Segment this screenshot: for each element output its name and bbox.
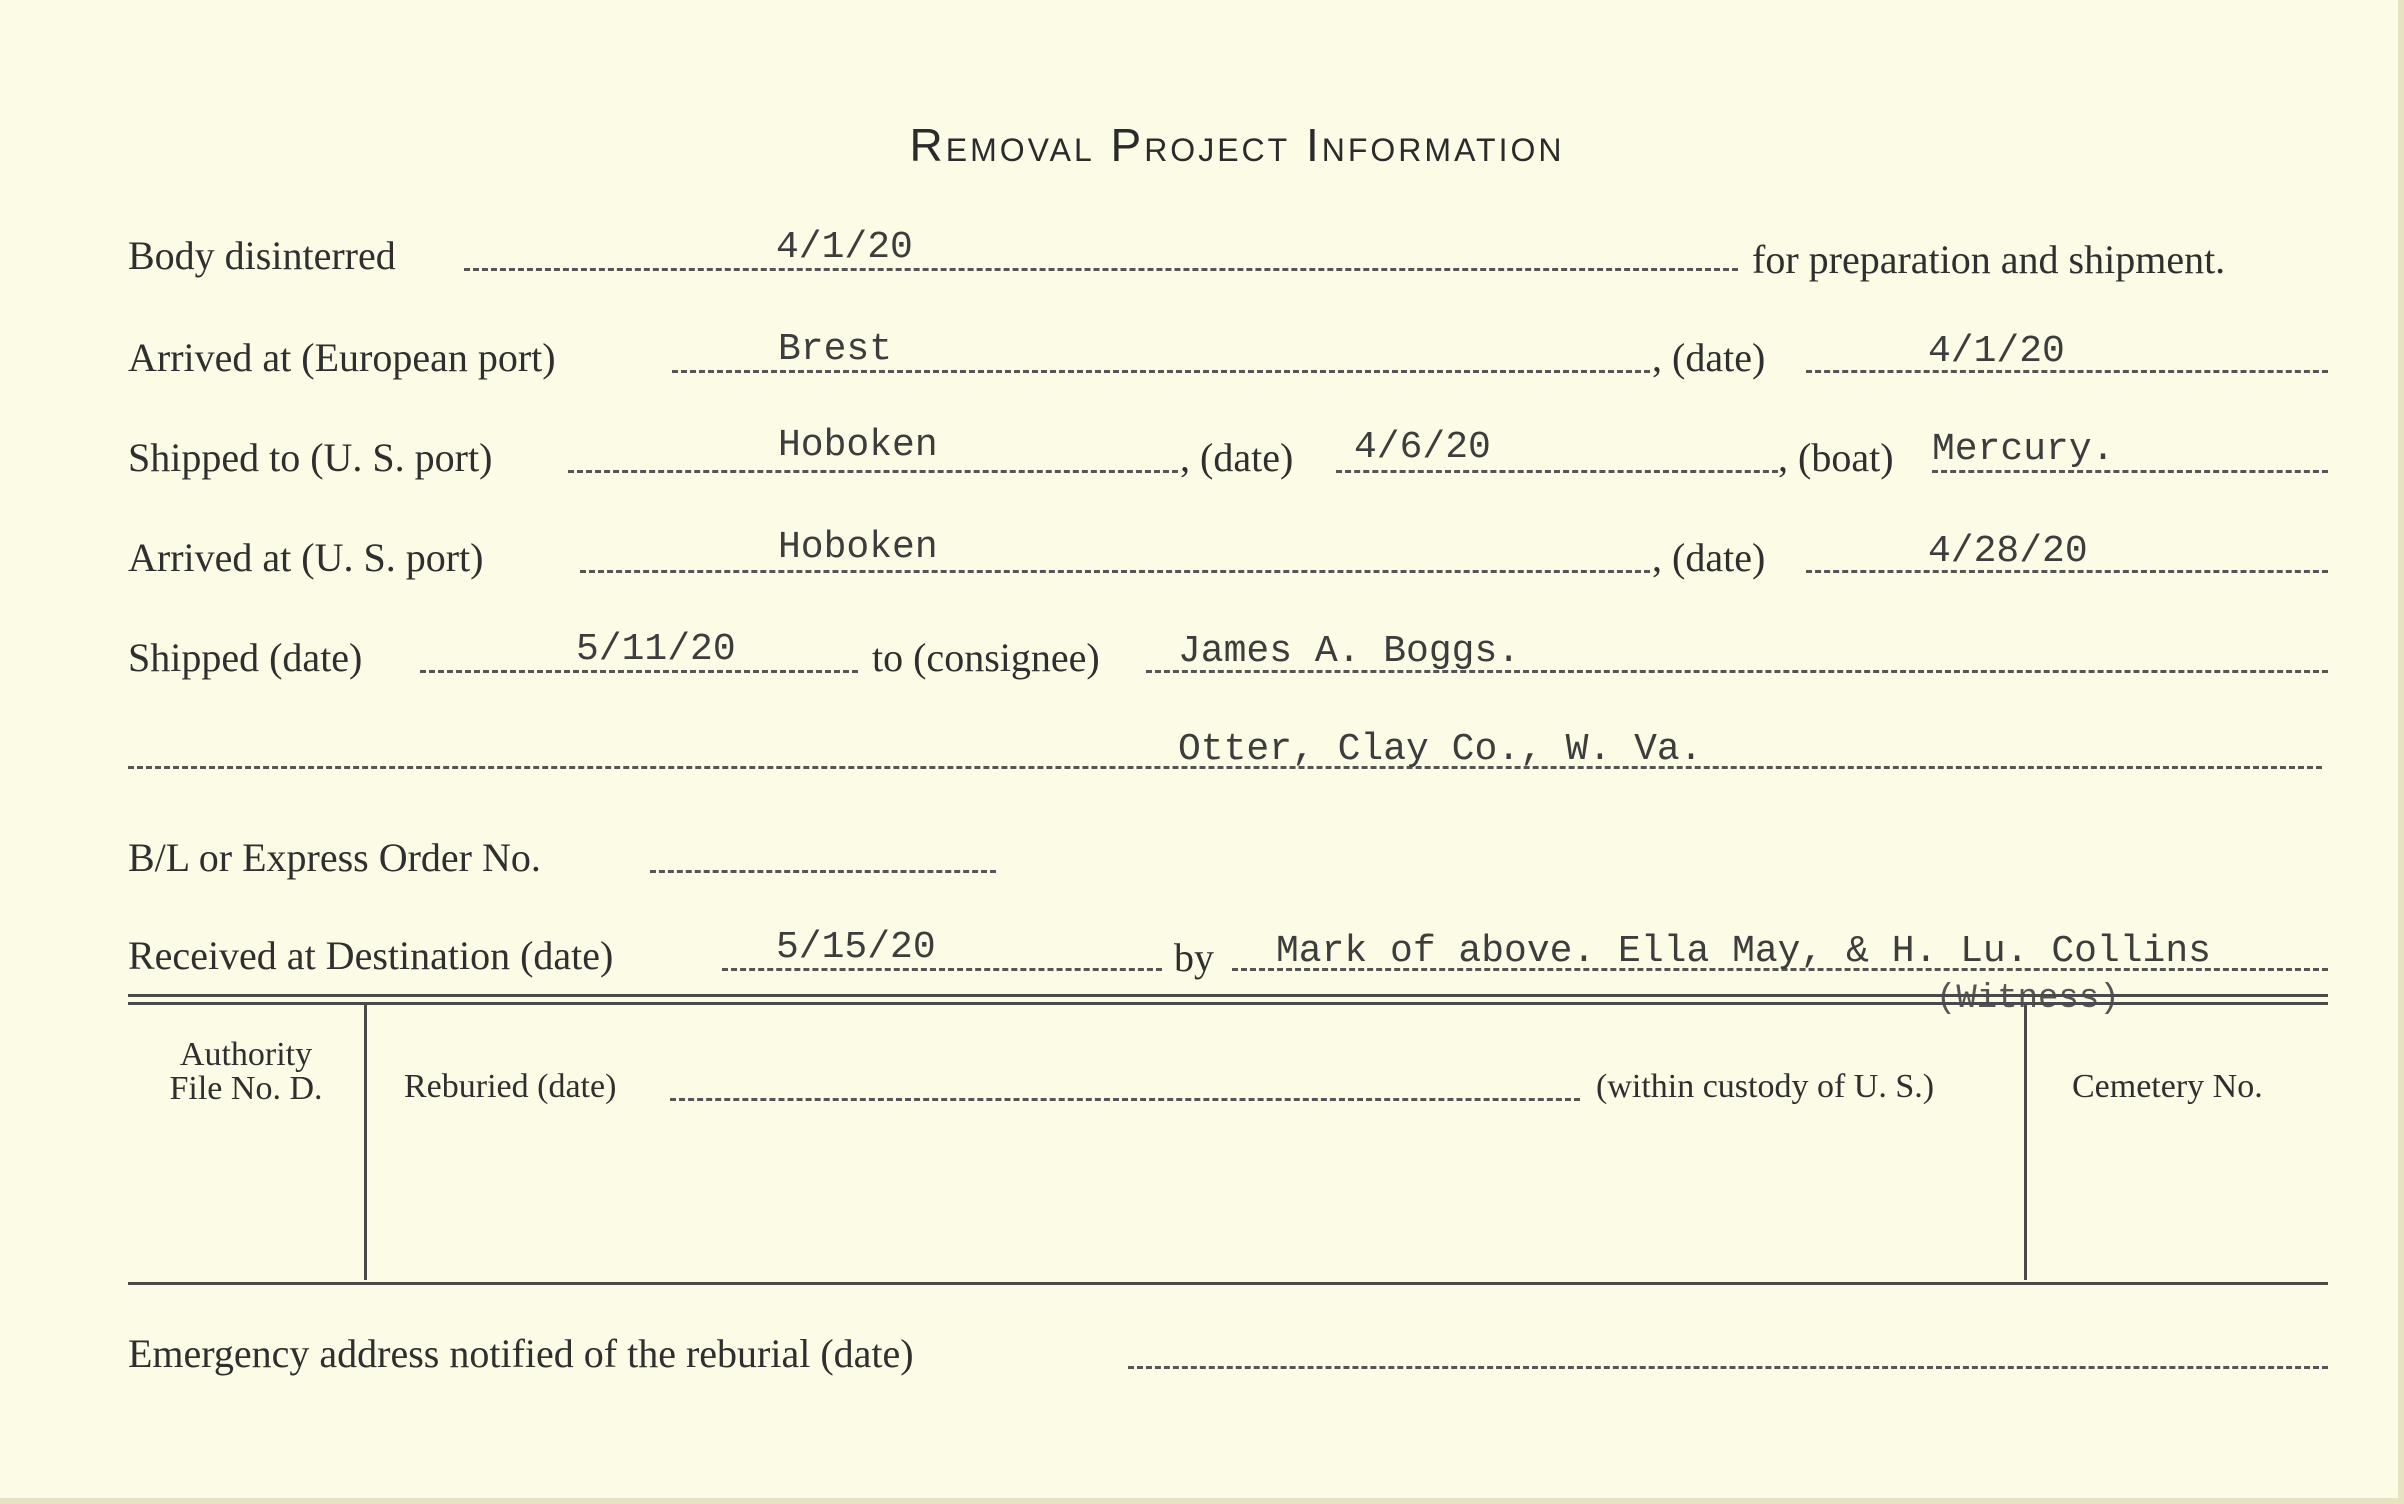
received-label: Received at Destination (date)	[128, 933, 614, 978]
arrived-europe-date-line	[1806, 370, 2328, 373]
arrived-europe-date-label: , (date)	[1652, 335, 1766, 380]
cemetery-no-label: Cemetery No.	[2072, 1068, 2263, 1105]
emergency-label: Emergency address notified of the reburial (date)	[128, 1331, 914, 1376]
bl-line	[650, 870, 996, 873]
reburied-line	[670, 1098, 1580, 1101]
arrived-europe-date: 4/1/20	[1928, 330, 2065, 373]
authority-label-1: Authority	[179, 1036, 313, 1073]
arrived-europe-port: Brest	[778, 328, 893, 371]
shipped-us-port-line	[568, 470, 1178, 473]
shipped-us-date-label: , (date)	[1180, 435, 1294, 480]
arrived-europe-label: Arrived at (European port)	[128, 335, 556, 380]
bl-label: B/L or Express Order No.	[128, 835, 541, 880]
card-title: Removal Project Information	[909, 119, 1565, 171]
received-by: Mark of above. Ella May, & H. Lu. Collins	[1276, 930, 2211, 973]
shipped-us-label: Shipped to (U. S. port)	[128, 435, 493, 480]
lower-section-rule	[128, 1282, 2328, 1285]
witness-note: (Witness)	[1936, 980, 2120, 1018]
shipped-us-port: Hoboken	[778, 424, 938, 467]
arrived-us-port: Hoboken	[778, 526, 938, 569]
arrived-us-port-line	[580, 570, 1650, 573]
divider-left	[364, 1004, 367, 1280]
received-by-label: by	[1174, 935, 1214, 980]
emergency-line	[1128, 1366, 2328, 1369]
disinterred-suffix: for preparation and shipment.	[1752, 237, 2226, 282]
consignee-address: Otter, Clay Co., W. Va.	[1178, 728, 1703, 771]
shipped-us-boat: Mercury.	[1932, 428, 2115, 471]
section-rule-bottom	[128, 1002, 2328, 1005]
shipped-label: Shipped (date)	[128, 635, 363, 680]
shipped-date: 5/11/20	[576, 628, 736, 671]
shipped-us-boat-label: , (boat)	[1778, 435, 1894, 480]
reburied-label: Reburied (date)	[404, 1068, 617, 1105]
disinterred-label: Body disinterred	[128, 233, 396, 278]
arrived-us-date: 4/28/20	[1928, 530, 2088, 573]
disinterred-date: 4/1/20	[776, 226, 913, 269]
arrived-us-date-label: , (date)	[1652, 535, 1766, 580]
divider-right	[2024, 1004, 2027, 1280]
consignee-name: James A. Boggs.	[1178, 630, 1521, 673]
arrived-us-label: Arrived at (U. S. port)	[128, 535, 484, 580]
authority-label-2: File No. D.	[169, 1070, 323, 1107]
received-date: 5/15/20	[776, 926, 936, 969]
disinterred-line	[464, 268, 1738, 271]
consignee-label: to (consignee)	[872, 635, 1100, 680]
section-rule-top	[128, 994, 2328, 997]
shipped-us-date-line	[1336, 470, 1778, 473]
custody-label: (within custody of U. S.)	[1596, 1068, 1935, 1105]
shipped-us-date: 4/6/20	[1354, 426, 1491, 469]
